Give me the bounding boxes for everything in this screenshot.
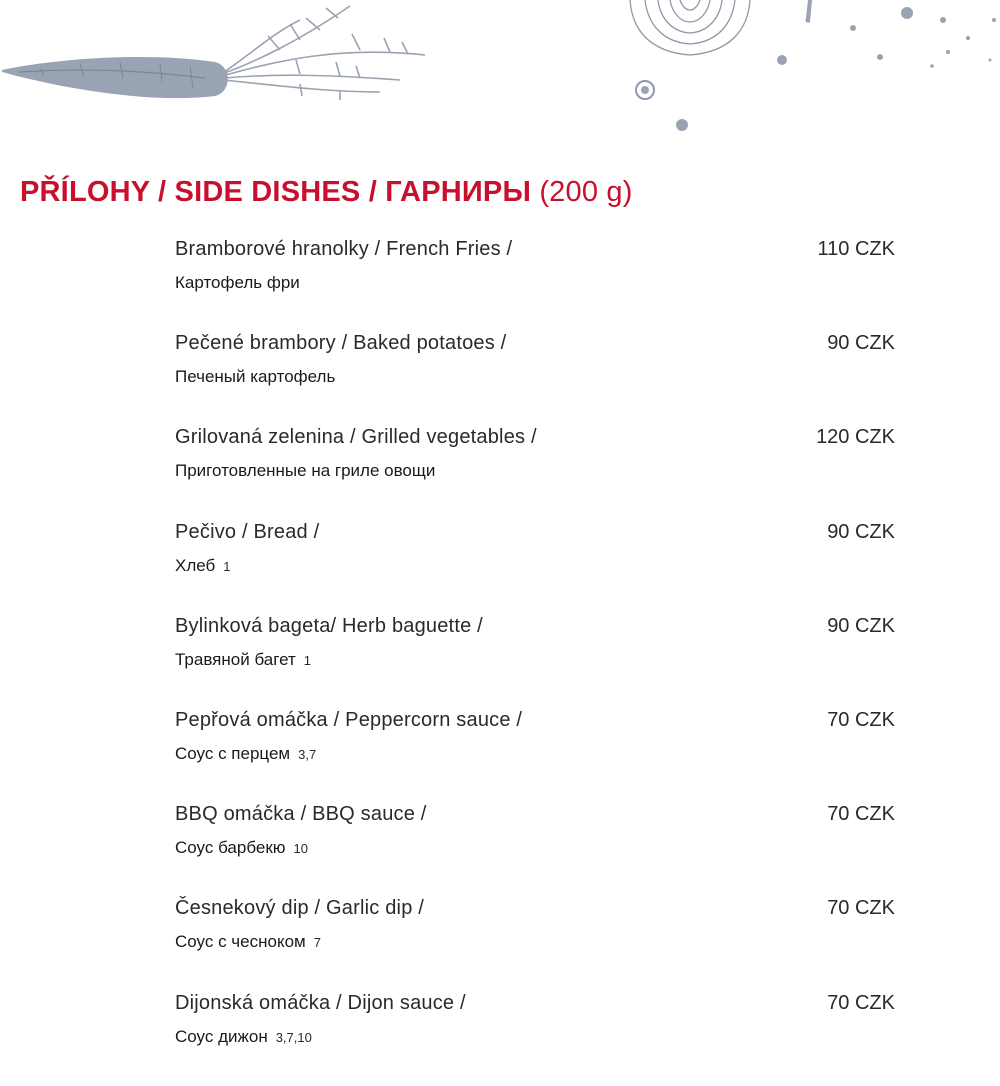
item-price: 70 CZK xyxy=(827,897,895,920)
item-name-ru xyxy=(175,838,308,858)
menu-item xyxy=(175,521,895,615)
item-allergens: 7 xyxy=(313,935,321,951)
item-price: 120 CZK xyxy=(816,426,895,449)
item-name-ru-text: Травяной багет xyxy=(175,649,296,669)
item-name-ru-text: Соус с чесноком xyxy=(175,932,306,952)
menu-item xyxy=(175,992,895,1086)
decoration-header xyxy=(0,0,1000,150)
section-title-text: PŘÍLOHY / SIDE DISHES / ГАРНИРЫ xyxy=(20,176,532,208)
item-price: 110 CZK xyxy=(817,238,895,260)
item-price: 70 CZK xyxy=(827,991,895,1014)
item-name: Pečené brambory / Baked potatoes / xyxy=(175,332,507,355)
pepper-dots-illustration xyxy=(636,0,996,131)
item-price: 90 CZK xyxy=(827,520,895,543)
item-name-ru xyxy=(175,461,443,481)
item-name-ru-text: Соус дижон xyxy=(175,1026,268,1046)
menu-item xyxy=(175,615,895,709)
item-name: Bramborové hranolky / French Fries / xyxy=(175,238,513,260)
item-name-ru xyxy=(175,932,321,952)
item-price: 90 CZK xyxy=(827,332,895,355)
item-name: Česnekový dip / Garlic dip / xyxy=(175,897,425,920)
item-name-ru-text: Хлеб xyxy=(175,555,216,575)
item-name: Pepřová omáčka / Peppercorn sauce / xyxy=(175,708,523,731)
onion-slice-illustration xyxy=(630,0,750,55)
item-name-ru-text: Приготовленные на гриле овощи xyxy=(175,461,436,481)
carrot-illustration xyxy=(2,6,425,100)
item-allergens: 1 xyxy=(303,652,311,668)
item-name-ru xyxy=(175,273,308,293)
item-name-ru-text: Печеный картофель xyxy=(175,367,336,387)
item-price: 70 CZK xyxy=(827,708,895,731)
item-name-ru xyxy=(175,367,343,387)
item-name: BBQ omáčka / BBQ sauce / xyxy=(175,803,427,826)
item-allergens: 10 xyxy=(293,841,308,857)
menu-item xyxy=(175,332,895,426)
menu-item xyxy=(175,897,895,991)
item-price: 70 CZK xyxy=(827,803,895,826)
item-name: Bylinková bageta/ Herb baguette / xyxy=(175,614,483,637)
item-allergens: 3,7,10 xyxy=(275,1029,312,1045)
item-name-ru xyxy=(175,650,311,670)
portion-weight: (200 g) xyxy=(539,176,633,208)
item-name: Pečivo / Bread / xyxy=(175,520,320,543)
item-name-ru-text: Соус с перцем xyxy=(175,743,291,763)
item-name-ru-text: Соус барбекю xyxy=(175,838,286,858)
item-name-ru xyxy=(175,744,316,764)
menu-list xyxy=(175,238,895,1086)
item-allergens: 3,7 xyxy=(298,746,317,762)
item-name-ru xyxy=(175,556,231,576)
section-title xyxy=(20,176,633,209)
item-name-ru-text: Картофель фри xyxy=(175,273,300,292)
menu-item xyxy=(175,803,895,897)
menu-item xyxy=(175,426,895,520)
item-price: 90 CZK xyxy=(827,614,895,637)
item-allergens: 1 xyxy=(223,558,231,574)
item-name-ru xyxy=(175,1027,312,1047)
item-name: Grilovaná zelenina / Grilled vegetables / xyxy=(175,426,537,449)
item-name: Dijonská omáčka / Dijon sauce / xyxy=(175,991,466,1014)
menu-item xyxy=(175,238,895,332)
menu-item xyxy=(175,709,895,803)
